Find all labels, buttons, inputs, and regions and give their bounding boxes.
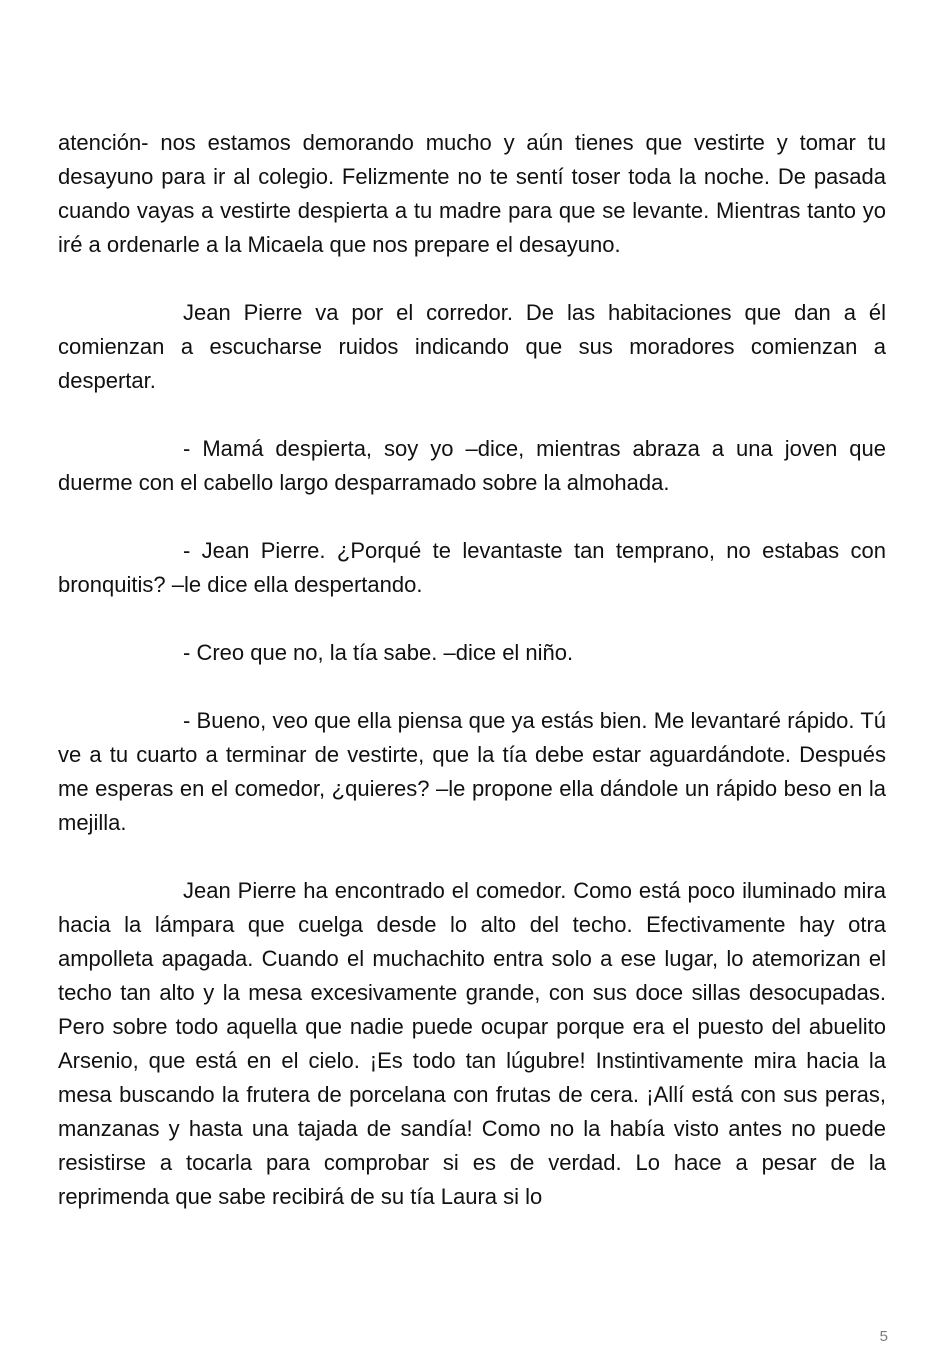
paragraph: Jean Pierre va por el corredor. De las habitaciones que dan a él comienzan a escucharse ruidos indicando que sus moradores comienzan a despertar. xyxy=(58,300,886,393)
paragraph: Jean Pierre ha encontrado el comedor. Como está poco iluminado mira hacia la lámpara que cuelga desde lo alto del techo. Efectivamente hay otra ampolleta apagada. Cuando el muchachito entra solo a ese lugar, lo atemorizan el techo tan alto y la mesa excesivamente grande, con sus doce sillas desocupadas. Pero sobre todo aquella que nadie puede ocupar porque era el puesto del abuelito Arsenio, que está en el cielo. ¡Es todo tan lúgubre! Instintivamente mira hacia la mesa buscando la frutera de porcelana con frutas de cera. ¡Allí está con sus peras, manzanas y hasta una tajada de sandía! Como no la había visto antes no puede resistirse a tocarla para comprobar si es de verdad. Lo hace a pesar de la reprimenda que sabe recibirá de su tía Laura si lo xyxy=(58,878,886,1209)
dialogue-paragraph: - Mamá despierta, soy yo –dice, mientras abraza a una joven que duerme con el cabello largo desparramado sobre la almohada. xyxy=(58,436,886,495)
body-text xyxy=(58,126,886,1214)
page-number: 5 xyxy=(879,1328,888,1345)
dialogue-paragraph: - Creo que no, la tía sabe. –dice el niño. xyxy=(183,640,574,665)
paragraph: atención- nos estamos demorando mucho y aún tienes que vestirte y tomar tu desayuno para ir al colegio. Felizmente no te sentí toser toda la noche. De pasada cuando vayas a vestirte despierta a tu madre para que se levante. Mientras tanto yo iré a ordenarle a la Micaela que nos prepare el desayuno. xyxy=(58,130,886,257)
dialogue-paragraph: - Jean Pierre. ¿Porqué te levantaste tan temprano, no estabas con bronquitis? –le dice ella despertando. xyxy=(58,538,886,597)
dialogue-paragraph: - Bueno, veo que ella piensa que ya estás bien. Me levantaré rápido. Tú ve a tu cuarto a terminar de vestirte, que la tía debe estar aguardándote. Después me esperas en el comedor, ¿quieres? –le propone ella dándole un rápido beso en la mejilla. xyxy=(58,708,886,835)
